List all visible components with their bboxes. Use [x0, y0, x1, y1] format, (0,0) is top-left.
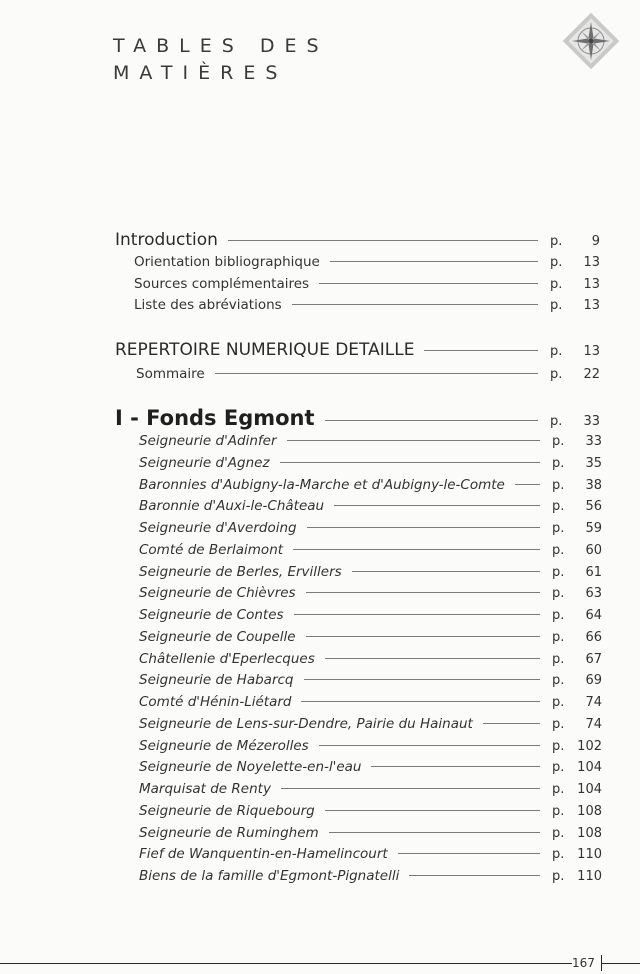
page-number-ref: 9 [591, 234, 600, 249]
toc-page-ref [552, 434, 602, 449]
toc-page-ref [552, 499, 602, 514]
page-number-ref: 33 [583, 414, 600, 429]
page-prefix: p. [552, 564, 565, 580]
toc-entry [139, 433, 602, 455]
page-number-ref: 108 [577, 803, 602, 819]
toc-entry-label: Liste des abréviations [134, 297, 282, 313]
page-number-ref: 110 [577, 869, 602, 884]
toc-entry [136, 366, 600, 388]
toc-entry-label: Seigneurie de Coupelle [139, 628, 296, 645]
toc-entry [139, 716, 602, 738]
toc-entry-label: Seigneurie de Berles, Ervillers [139, 563, 342, 580]
title-line-2: MATIÈRES [113, 62, 288, 84]
toc-leader-line [294, 614, 540, 615]
toc-page-ref [552, 826, 602, 841]
page-prefix: p. [552, 542, 565, 558]
toc-page-ref [552, 521, 602, 536]
toc-entry [139, 607, 602, 629]
toc-entry [139, 455, 602, 477]
toc-entry-label: Fief de Wanquentin-en-Hamelincourt [139, 846, 388, 863]
toc-entry [139, 759, 602, 781]
toc-leader-line [287, 440, 540, 441]
page-prefix: p. [552, 847, 565, 863]
toc-leader-line [515, 484, 540, 485]
toc-entry-label: Seigneurie d'Adinfer [139, 433, 277, 449]
toc-page-ref [550, 277, 600, 292]
toc-entry [139, 564, 602, 586]
toc-entry-label: Seigneurie de Habarcq [139, 672, 294, 689]
page-number-ref: 104 [577, 760, 602, 776]
toc-entry [115, 230, 600, 252]
toc-entry-label: Baronnie d'Auxi-le-Château [139, 498, 325, 515]
toc-leader-line [329, 832, 540, 833]
toc-entry [139, 542, 602, 564]
toc-leader-line [409, 875, 540, 876]
page-prefix: p. [552, 760, 565, 776]
toc-entry [139, 651, 602, 673]
page-number-ref: 74 [585, 716, 602, 732]
toc-leader-line [319, 283, 538, 284]
toc-page-ref [550, 367, 600, 382]
toc-page-ref [552, 847, 602, 862]
toc-page-ref [550, 255, 600, 270]
toc-entry-label: Marquisat de Renty [139, 781, 271, 797]
toc-entry [139, 672, 602, 694]
toc-entry-label: Baronnies d'Aubigny-la-Marche et d'Aubigny-le-Comte [139, 476, 505, 493]
page-title [113, 33, 329, 87]
page-number-ref: 59 [585, 521, 602, 536]
page-number-ref: 13 [583, 298, 600, 313]
toc-page-ref [550, 344, 600, 359]
toc-entry-label: Seigneurie de Ruminghem [139, 824, 319, 841]
page-prefix: p. [550, 367, 563, 382]
toc-leader-line [292, 304, 538, 305]
toc-leader-line [483, 723, 540, 724]
toc-leader-line [424, 350, 538, 351]
toc-entry-label: Seigneurie de Chièvres [139, 585, 296, 602]
page-number-ref: 102 [577, 738, 602, 754]
toc-page-ref [552, 739, 602, 754]
toc-leader-line [228, 240, 538, 241]
toc-leader-line [304, 679, 541, 680]
toc-page-ref [550, 414, 600, 429]
toc-leader-line [307, 527, 540, 528]
toc-entry-label: Introduction [115, 230, 218, 250]
toc-page-ref [552, 760, 602, 775]
toc-entry-label: Châtellenie d'Eperlecques [139, 650, 315, 667]
page-number: 167 [572, 955, 602, 971]
page-number-ref: 61 [585, 564, 602, 580]
toc-entry-label: Seigneurie de Noyelette-en-l'eau [139, 759, 362, 776]
page-prefix: p. [552, 738, 565, 754]
toc-page-ref [552, 565, 602, 580]
title-line-1: TABLES DES [113, 35, 329, 57]
toc-entry-label: Seigneurie de Mézerolles [139, 737, 309, 754]
page-number-ref: 66 [585, 629, 602, 645]
toc-entry [134, 276, 600, 298]
toc-entry-label: REPERTOIRE NUMERIQUE DETAILLE [115, 340, 415, 360]
page-prefix: p. [550, 234, 563, 249]
compass-rose-icon [562, 12, 620, 70]
toc-leader-line [352, 571, 540, 572]
page-prefix: p. [552, 434, 565, 449]
toc-page-ref [552, 695, 602, 710]
page-prefix: p. [550, 298, 563, 313]
toc-entry [139, 585, 602, 607]
page-prefix: p. [552, 782, 565, 797]
page-prefix: p. [552, 673, 565, 689]
toc-leader-line [398, 853, 540, 854]
page-prefix: p. [552, 695, 565, 710]
toc-entry [115, 406, 600, 428]
toc-entry [139, 781, 602, 803]
toc-entry [115, 340, 600, 362]
page-number-ref: 35 [585, 455, 602, 471]
toc-entry [139, 846, 602, 868]
toc-entry [139, 694, 602, 716]
page-prefix: p. [552, 521, 565, 536]
page-prefix: p. [552, 629, 565, 645]
toc-page-ref [552, 456, 602, 471]
toc-page-ref [552, 586, 602, 601]
page-prefix: p. [550, 344, 563, 359]
page-number-ref: 13 [583, 255, 600, 270]
toc-page-ref [552, 782, 602, 797]
page-number-ref: 74 [585, 695, 602, 710]
toc-leader-line [306, 636, 540, 637]
toc-page-ref [552, 652, 602, 667]
page-prefix: p. [552, 716, 565, 732]
toc-page-ref [552, 630, 602, 645]
toc-leader-line [325, 658, 540, 659]
toc-leader-line [319, 745, 540, 746]
toc-leader-line [280, 462, 540, 463]
page-prefix: p. [552, 651, 565, 667]
toc-entry [139, 868, 602, 890]
toc-entry-label: Seigneurie d'Agnez [139, 454, 270, 471]
toc-entry [139, 803, 602, 825]
toc-leader-line [330, 261, 538, 262]
page-number-ref: 56 [585, 499, 602, 515]
page-number-ref: 38 [585, 477, 602, 493]
toc-leader-line [325, 810, 540, 811]
page-number-ref: 67 [585, 651, 602, 667]
toc-page-ref [552, 543, 602, 558]
toc-entry-label: Comté d'Hénin-Liétard [139, 694, 292, 710]
toc-entry-label: Sommaire [136, 366, 205, 382]
toc-entry [134, 254, 600, 276]
page-prefix: p. [552, 803, 565, 819]
toc-leader-line [371, 766, 540, 767]
footer-rule [0, 963, 640, 964]
page-number-ref: 13 [583, 276, 600, 292]
page-number-ref: 64 [585, 608, 602, 623]
toc-page-ref [552, 804, 602, 819]
page-number-ref: 110 [577, 847, 602, 863]
page-prefix: p. [550, 276, 563, 292]
page-number-ref: 108 [577, 825, 602, 841]
toc-entry [139, 498, 602, 520]
toc-page-ref [552, 608, 602, 623]
toc-entry [139, 738, 602, 760]
toc-entry [139, 825, 602, 847]
toc-leader-line [215, 373, 538, 374]
toc-page-ref [550, 298, 600, 313]
toc-entry [134, 297, 600, 319]
toc-entry-label: Seigneurie de Lens-sur-Dendre, Pairie du Hainaut [139, 715, 473, 732]
page-number-ref: 22 [583, 367, 600, 382]
toc-leader-line [334, 505, 540, 506]
page-number-ref: 69 [585, 673, 602, 689]
page-number-ref: 104 [577, 782, 602, 797]
toc-entry-label: Seigneurie d'Averdoing [139, 520, 297, 536]
page-prefix: p. [552, 586, 565, 602]
toc-page-ref [552, 717, 602, 732]
toc-leader-line [301, 701, 540, 702]
toc-entry [139, 629, 602, 651]
toc-leader-line [281, 788, 540, 789]
toc-leader-line [306, 592, 540, 593]
toc-entry-label: Seigneurie de Contes [139, 607, 284, 623]
page-number-ref: 63 [585, 586, 602, 602]
page-number-ref: 13 [583, 344, 600, 359]
toc-page-ref [552, 869, 602, 884]
page-prefix: p. [550, 414, 563, 429]
toc-entry-label: Biens de la famille d'Egmont-Pignatelli [139, 868, 400, 884]
page-number-ref: 33 [585, 434, 602, 449]
page-prefix: p. [552, 825, 565, 841]
toc-page-ref [550, 234, 600, 249]
page-prefix: p. [552, 499, 565, 515]
toc-entry-label: Orientation bibliographique [134, 254, 320, 270]
page-prefix: p. [552, 869, 565, 884]
toc-entry-label: Seigneurie de Riquebourg [139, 802, 315, 819]
toc-leader-line [293, 549, 540, 550]
toc-page-ref [552, 478, 602, 493]
toc-entry [139, 520, 602, 542]
toc-page-ref [552, 673, 602, 688]
toc-entry-label: Sources complémentaires [134, 275, 310, 292]
page-prefix: p. [552, 608, 565, 623]
toc-entry-label: Comté de Berlaimont [139, 541, 284, 558]
page-prefix: p. [550, 255, 563, 270]
page-prefix: p. [552, 477, 565, 493]
toc-leader-line [325, 420, 538, 421]
toc-entry [139, 477, 602, 499]
page-number-ref: 60 [585, 542, 602, 558]
page-prefix: p. [552, 455, 565, 471]
toc-entry-label: I - Fonds Egmont [115, 406, 315, 430]
